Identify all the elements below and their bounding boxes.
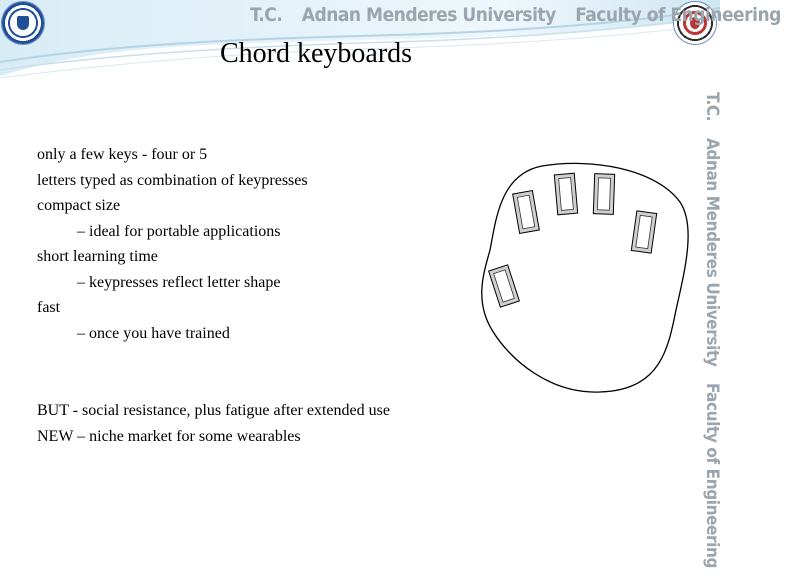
header-banner-text — [250, 4, 781, 30]
side-prefix: T.C. — [702, 92, 722, 122]
chord-key-3 — [593, 174, 614, 215]
bullet-learning: short learning time — [37, 248, 158, 265]
header-faculty: Faculty of Engineering — [575, 4, 781, 26]
university-seal-icon — [2, 2, 44, 44]
header-university: Adnan Menderes University — [301, 4, 556, 26]
chord-key-2 — [554, 173, 577, 215]
note-resistance: BUT - social resistance, plus fatigue after extended use — [37, 402, 390, 419]
note-wearables: NEW – niche market for some wearables — [37, 427, 301, 445]
slide-body — [37, 142, 467, 449]
bullet-fast: fast — [37, 299, 61, 316]
sub-bullet-letter-shape: – keypresses reflect letter shape — [77, 273, 281, 291]
side-university: Adnan Menderes University — [702, 138, 722, 367]
header-prefix: T.C. — [250, 4, 283, 26]
spacer — [37, 346, 467, 398]
slide-title: Chord keyboards — [220, 38, 413, 69]
chord-keyboard-illustration — [480, 160, 690, 400]
bullet-letters: letters typed as combination of keypresses — [37, 171, 308, 189]
side-banner-text — [698, 92, 722, 569]
side-faculty: Faculty of Engineering — [702, 383, 722, 569]
bullet-compact: compact size — [37, 197, 121, 214]
sub-bullet-trained: – once you have trained — [77, 324, 230, 342]
bullet-keys: only a few keys - four or 5 — [37, 146, 208, 163]
keyboard-outline — [482, 163, 688, 392]
sub-bullet-portable: – ideal for portable applications — [77, 222, 281, 240]
